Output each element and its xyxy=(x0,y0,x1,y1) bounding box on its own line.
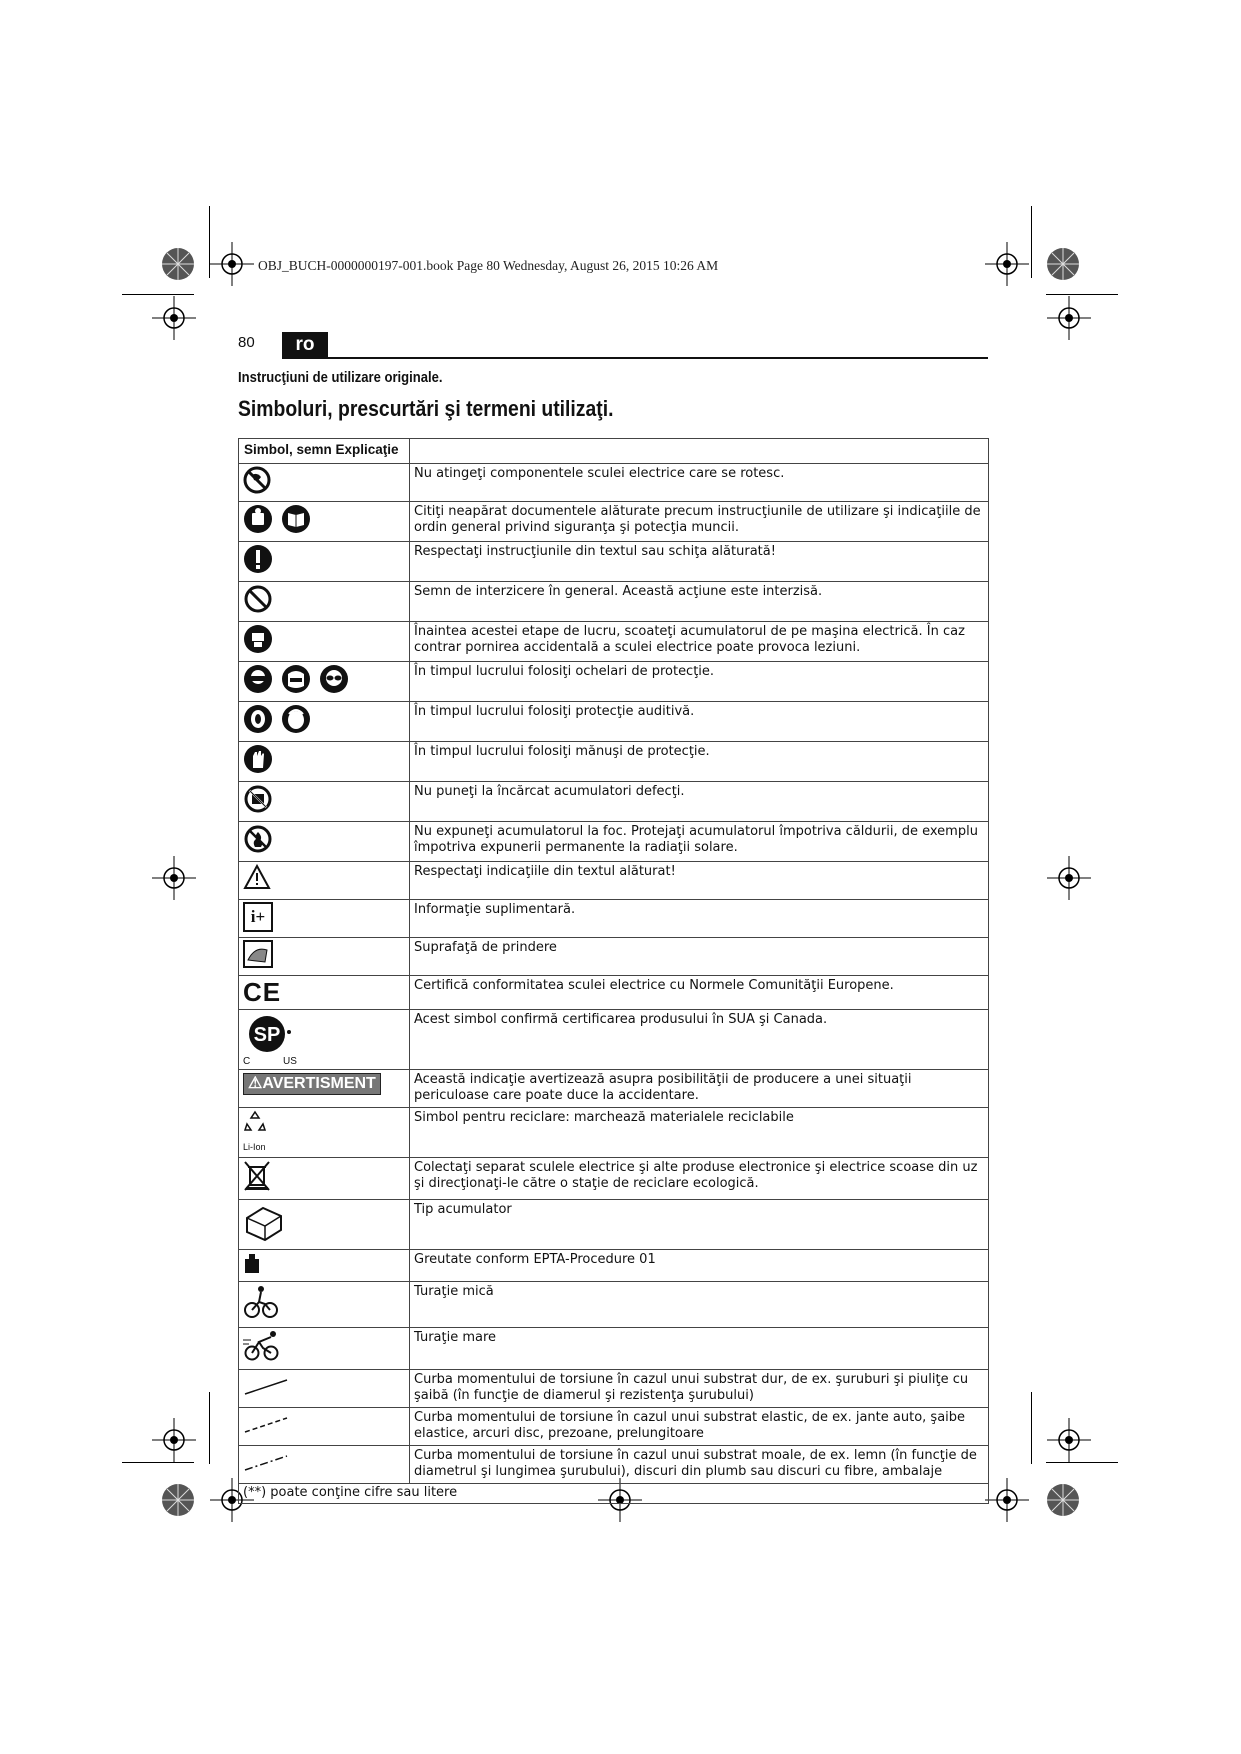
row-text: În timpul lucrului folosiţi ochelari de protecţie. xyxy=(410,662,989,702)
table-row xyxy=(239,1282,989,1328)
row-text: Nu expuneţi acumulatorul la foc. Protejaţi acumulatorul împotriva căldurii, de exemplu împotriva expunerii permanente la radiaţii solare. xyxy=(410,822,989,862)
row-text: Respectaţi indicaţiile din textul alăturat! xyxy=(410,862,989,900)
protective-gloves-icon xyxy=(243,744,273,779)
table-row xyxy=(239,1408,989,1446)
star-target-icon xyxy=(161,1483,195,1517)
face-shield-icon xyxy=(281,664,311,699)
table-row xyxy=(239,1446,989,1484)
crop-line xyxy=(1046,1462,1118,1463)
remove-battery-icon xyxy=(243,624,273,659)
table-header-row xyxy=(239,439,989,464)
row-text: Semn de interzicere în general. Această acţiune este interzisă. xyxy=(410,582,989,622)
row-text: În timpul lucrului folosiţi mănuşi de protecţie. xyxy=(410,742,989,782)
row-text: Turaţie mică xyxy=(410,1282,989,1328)
register-mark-icon xyxy=(152,856,196,900)
low-speed-bicycle-icon xyxy=(243,1284,279,1325)
register-mark-icon xyxy=(985,242,1029,286)
symbols-table xyxy=(238,438,989,1504)
battery-pack-icon xyxy=(243,1202,285,1247)
ce-mark-icon: CE xyxy=(243,977,282,1007)
table-row xyxy=(239,464,989,502)
row-text: Înaintea acestei etape de lucru, scoateţi acumulatorul de pe maşina electrică. În caz contrar pornirea accidentală a sculei electrice poate provoca leziuni. xyxy=(410,622,989,662)
register-mark-icon xyxy=(985,1478,1029,1522)
warning-banner-icon: ⚠AVERTISMENT xyxy=(243,1073,381,1095)
crop-line xyxy=(209,1392,210,1464)
row-text: Acest simbol confirmă certificarea produsului în SUA şi Canada. xyxy=(410,1010,989,1070)
row-text: Respectaţi instrucţiunile din textul sau schiţa alăturată! xyxy=(410,542,989,582)
do-not-touch-rotating-icon xyxy=(243,466,271,499)
row-text: Greutate conform EPTA-Procedure 01 xyxy=(410,1250,989,1282)
row-text: Turaţie mare xyxy=(410,1328,989,1370)
crossed-bin-icon xyxy=(243,1160,271,1197)
dash-dot-curve-icon xyxy=(243,1448,289,1479)
table-row xyxy=(239,1108,989,1158)
register-mark-icon xyxy=(1047,296,1091,340)
high-speed-bicycle-icon xyxy=(243,1330,283,1367)
read-documents-icon xyxy=(243,504,273,539)
ear-muffs-icon xyxy=(281,704,311,739)
footnote-row xyxy=(239,1484,989,1504)
row-text: Tip acumulator xyxy=(410,1200,989,1250)
row-text: Colectaţi separat sculele electrice şi alte produse electronice şi electrice scoase din uz şi direcţionaţi-le către o staţie de reciclare ecologică. xyxy=(410,1158,989,1200)
mandatory-exclamation-icon xyxy=(243,544,273,579)
crop-line xyxy=(1046,294,1118,295)
row-text: Această indicaţie avertizează asupra posibilităţii de producere a unei situaţii periculoase care poate duce la accidentare. xyxy=(410,1070,989,1108)
warning-banner-label: AVERTISMENT xyxy=(262,1075,376,1092)
table-row xyxy=(239,702,989,742)
svg-text:SP: SP xyxy=(253,1024,281,1046)
no-charging-defective-battery-icon xyxy=(243,784,273,819)
row-text: Nu puneţi la încărcat acumulatori defecţi. xyxy=(410,782,989,822)
row-text: Curba momentului de torsiune în cazul unui substrat dur, de ex. şuruburi şi piuliţe cu şaibă (în funcţie de diamerul şi rezistenţa şurubului) xyxy=(410,1370,989,1408)
table-row xyxy=(239,1158,989,1200)
header-rule xyxy=(282,357,988,359)
row-text: Suprafaţă de prindere xyxy=(410,938,989,976)
table-row xyxy=(239,822,989,862)
star-target-icon xyxy=(161,247,195,281)
page-number: 80 xyxy=(238,334,255,351)
star-target-icon xyxy=(1046,1483,1080,1517)
crop-line xyxy=(122,1462,194,1463)
page-title: Simboluri, prescurtări şi termeni utilizaţi. xyxy=(238,396,614,421)
table-row xyxy=(239,502,989,542)
table-row xyxy=(239,1200,989,1250)
weight-icon xyxy=(243,1252,261,1279)
no-fire-battery-icon xyxy=(243,824,273,859)
file-header: OBJ_BUCH-0000000197-001.book Page 80 Wednesday, August 26, 2015 10:26 AM xyxy=(258,258,719,273)
table-row xyxy=(239,976,989,1010)
register-mark-icon xyxy=(210,242,254,286)
manual-book-icon xyxy=(281,504,311,539)
dashed-curve-icon xyxy=(243,1410,289,1441)
table-row xyxy=(239,1010,989,1070)
table-row xyxy=(239,1070,989,1108)
row-text: Citiţi neapărat documentele alăturate precum instrucţiunile de utilizare şi indicaţiile de ordin general privind siguranţa şi potecţia muncii. xyxy=(410,502,989,542)
table-row xyxy=(239,582,989,622)
row-text: Nu atingeţi componentele sculei electrice care se rotesc. xyxy=(410,464,989,502)
register-mark-icon xyxy=(1047,856,1091,900)
crop-line xyxy=(1031,1392,1032,1464)
solid-curve-icon xyxy=(243,1372,289,1403)
table-row xyxy=(239,1250,989,1282)
table-row xyxy=(239,742,989,782)
crop-line xyxy=(1031,206,1032,278)
csa-mark-icon xyxy=(243,1012,303,1066)
table-row xyxy=(239,1328,989,1370)
row-text: Curba momentului de torsiune în cazul unui substrat moale, de ex. lemn (în funcţie de diametrul şi lungimea şurubului), discuri din plumb sau discuri cu fibre, ambalaje xyxy=(410,1446,989,1484)
table-row xyxy=(239,662,989,702)
language-badge: ro xyxy=(282,332,328,358)
table-row xyxy=(239,862,989,900)
grip-surface-icon xyxy=(243,940,273,973)
document-subtitle: Instrucţiuni de utilizare originale. xyxy=(238,370,443,386)
row-text: Curba momentului de torsiune în cazul unui substrat elastic, de ex. jante auto, şaibe elastice, arcuri disc, prezoane, prelungitoare xyxy=(410,1408,989,1446)
li-ion-label: Li-Ion xyxy=(243,1142,266,1152)
star-target-icon xyxy=(1046,247,1080,281)
row-text: Informaţie suplimentară. xyxy=(410,900,989,938)
recycling-li-ion-icon xyxy=(243,1110,267,1155)
table-row xyxy=(239,900,989,938)
csa-us-label: US xyxy=(283,1056,297,1067)
row-text: Simbol pentru reciclare: marchează materialele reciclabile xyxy=(410,1108,989,1158)
table-row xyxy=(239,542,989,582)
register-mark-icon xyxy=(152,1418,196,1462)
safety-glasses-icon xyxy=(319,664,349,699)
table-row xyxy=(239,1370,989,1408)
prohibition-icon xyxy=(243,584,273,619)
table-row xyxy=(239,938,989,976)
csa-c-label: C xyxy=(243,1056,251,1067)
row-text: Certifică conformitatea sculei electrice cu Normele Comunităţii Europene. xyxy=(410,976,989,1010)
register-mark-icon xyxy=(1047,1418,1091,1462)
table-row xyxy=(239,622,989,662)
table-row xyxy=(239,782,989,822)
info-plus-icon: i+ xyxy=(243,902,273,932)
footnote: (**) poate conţine cifre sau litere xyxy=(243,1485,458,1500)
row-text: În timpul lucrului folosiţi protecţie auditivă. xyxy=(410,702,989,742)
table-header: Simbol, semn Explicaţie xyxy=(239,439,410,464)
warning-triangle-icon xyxy=(243,864,271,895)
safety-goggles-icon xyxy=(243,664,273,699)
crop-line xyxy=(122,294,194,295)
register-mark-icon xyxy=(152,296,196,340)
ear-protection-icon xyxy=(243,704,273,739)
